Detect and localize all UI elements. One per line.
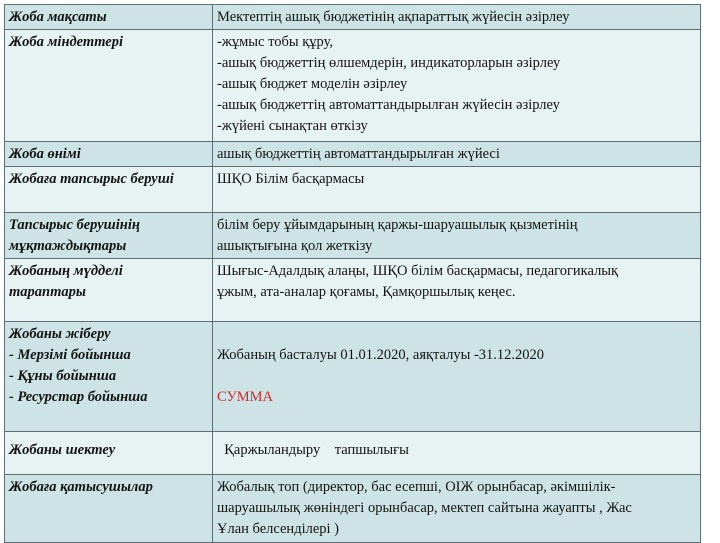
value-text: Мектептің ашық бюджетінің ақпараттық жүйесін әзірлеу <box>217 9 570 25</box>
row-value <box>213 213 701 259</box>
row-customer-needs <box>5 213 701 259</box>
key-text: Жобаны шектеу <box>9 442 116 458</box>
key-text: Тапсырыс берушінің <box>9 217 140 233</box>
value-text: ашықтығына қол жеткізу <box>217 238 373 254</box>
value-text: ашық бюджеттің автоматтандырылған жүйесі <box>217 146 500 162</box>
row-key <box>5 167 213 213</box>
value-text: Қаржыландыру тапшылығы <box>217 442 409 458</box>
row-key <box>5 5 213 30</box>
key-text: Жобаны жіберу <box>9 326 111 342</box>
value-text: -ашық бюджеттің өлшемдерін, индикаторларын әзірлеу <box>217 55 561 71</box>
row-value <box>213 5 701 30</box>
row-stakeholders <box>5 259 701 322</box>
row-product <box>5 142 701 167</box>
value-text: -ашық бюджеттің автоматтандырылған жүйесін әзірлеу <box>217 97 560 113</box>
value-text: ұжым, ата-аналар қоғамы, Қамқоршылық кеңес. <box>217 284 516 300</box>
row-key <box>5 142 213 167</box>
key-text: - Мерзімі бойынша <box>9 347 131 363</box>
key-text: Жоба міндеттері <box>9 34 124 50</box>
row-key <box>5 213 213 259</box>
value-text: Шығыс-Адалдық алаңы, ШҚО білім басқармасы, педагогикалық <box>217 263 619 279</box>
row-constraint <box>5 432 701 475</box>
row-value <box>213 322 701 432</box>
project-table <box>4 4 701 543</box>
row-value <box>213 475 701 543</box>
row-tasks <box>5 30 701 142</box>
value-text: Жобаның басталуы 01.01.2020, аяқталуы -31.12.2020 <box>217 347 545 363</box>
row-key <box>5 432 213 475</box>
row-value <box>213 142 701 167</box>
value-text: Ұлан белсенділері ) <box>217 521 340 537</box>
row-value <box>213 167 701 213</box>
row-key <box>5 30 213 142</box>
row-goal <box>5 5 701 30</box>
key-text: Жобаға тапсырыс беруші <box>9 171 174 187</box>
row-value <box>213 259 701 322</box>
key-text: - Ресурстар бойынша <box>9 389 148 405</box>
row-value <box>213 432 701 475</box>
key-text: Жоба мақсаты <box>9 9 107 25</box>
key-text: Жоба өнімі <box>9 146 81 162</box>
row-key <box>5 322 213 432</box>
key-text: - Құны бойынша <box>9 368 117 384</box>
row-launch <box>5 322 701 432</box>
value-text: Жобалық топ (директор, бас есепші, ОІЖ орынбасар, әкімшілік- <box>217 479 616 495</box>
row-key <box>5 475 213 543</box>
key-text: мұқтаждықтары <box>9 238 127 254</box>
spacer <box>217 366 696 387</box>
row-key <box>5 259 213 322</box>
key-text: тараптары <box>9 284 86 300</box>
row-participants <box>5 475 701 543</box>
sum-placeholder: СУММА <box>217 389 274 405</box>
value-text: -жүйені сынақтан өткізу <box>217 118 368 134</box>
key-text: Жобаның мүдделі <box>9 263 123 279</box>
value-text: -жұмыс тобы құру, <box>217 34 333 50</box>
value-text: -ашық бюджет моделін әзірлеу <box>217 76 408 92</box>
row-value <box>213 30 701 142</box>
value-text: ШҚО Білім басқармасы <box>217 171 365 187</box>
value-text: білім беру ұйымдарының қаржы-шаруашылық қызметінің <box>217 217 578 233</box>
key-text: Жобаға қатысушылар <box>9 479 153 495</box>
value-text: шаруашылық жөніндегі орынбасар, мектеп сайтына жауапты , Жас <box>217 500 632 516</box>
row-customer <box>5 167 701 213</box>
